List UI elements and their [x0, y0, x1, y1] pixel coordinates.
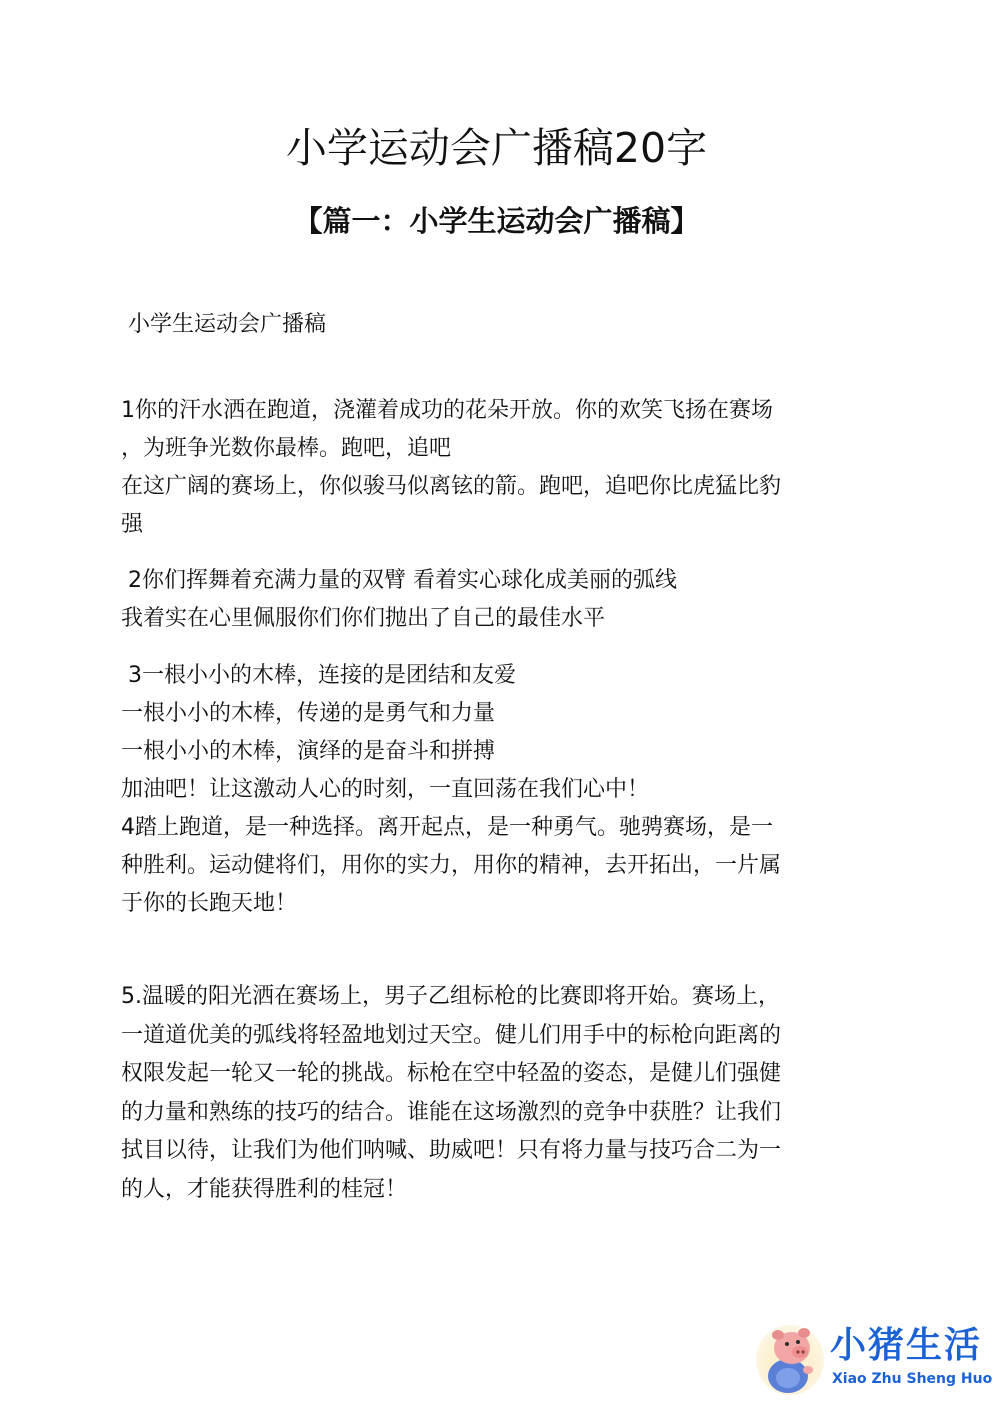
- section-heading: 小学生运动会广播稿: [128, 312, 327, 337]
- paragraph-line: 在这广阔的赛场上，你似骏马似离铉的箭。跑吧，追吧你比虎猛比豹: [121, 474, 782, 499]
- paragraph-line: ，为班争光数你最棒。跑吧，追吧: [121, 436, 452, 461]
- paragraph-line: 2你们挥舞着充满力量的双臂 看着实心球化成美丽的弧线: [128, 568, 677, 593]
- paragraph-line: 的人，才能获得胜利的桂冠！: [121, 1176, 408, 1202]
- watermark-logo: [748, 1318, 993, 1398]
- paragraph-line: 加油吧！让这激动人心的时刻，一直回荡在我们心中！: [121, 777, 650, 802]
- paragraph-5: [121, 978, 881, 1209]
- paragraph-line: 强: [121, 512, 144, 537]
- paragraph-line: 3一根小小的木棒，连接的是团结和友爱: [128, 663, 516, 688]
- paragraph-line: 我着实在心里佩服你们你们抛出了自己的最佳水平: [121, 606, 606, 631]
- paragraph-3: [121, 657, 881, 923]
- document-title: 小学运动会广播稿20字: [285, 124, 708, 172]
- paragraph-line: 一根小小的木棒，演绎的是奋斗和拼搏: [121, 739, 496, 764]
- paragraph-line: 权限发起一轮又一轮的挑战。标枪在空中轻盈的姿态，是健儿们强健: [121, 1061, 782, 1086]
- pig-mascot-icon: [754, 1320, 826, 1396]
- paragraph-line: 种胜利。运动健将们，用你的实力，用你的精神，去开拓出，一片属: [121, 853, 782, 878]
- watermark-subtitle: Xiao Zhu Sheng Huo: [832, 1371, 993, 1387]
- paragraph-line: 1你的汗水洒在跑道，浇灌着成功的花朵开放。你的欢笑飞扬在赛场: [121, 398, 773, 423]
- paragraph-line: 一根小小的木棒，传递的是勇气和力量: [121, 701, 496, 726]
- paragraph-line: 拭目以待，让我们为他们呐喊、助威吧！只有将力量与技巧合二为一: [121, 1138, 782, 1163]
- document-subtitle: 【篇一：小学生运动会广播稿】: [293, 204, 700, 238]
- paragraph-line: 5.温暖的阳光洒在赛场上，男子乙组标枪的比赛即将开始。赛场上，: [121, 984, 780, 1009]
- paragraph-line: 4踏上跑道，是一种选择。离开起点，是一种勇气。驰骋赛场，是一: [121, 815, 773, 840]
- paragraph-line: 的力量和熟练的技巧的结合。谁能在这场激烈的竞争中获胜？让我们: [121, 1099, 782, 1125]
- paragraph-line: 于你的长跑天地！: [121, 891, 298, 916]
- watermark-title: 小猪生活: [830, 1325, 983, 1366]
- paragraph-1: [121, 392, 881, 544]
- paragraph-line: 一道道优美的弧线将轻盈地划过天空。健儿们用手中的标枪向距离的: [121, 1022, 782, 1048]
- paragraph-2: [121, 562, 881, 638]
